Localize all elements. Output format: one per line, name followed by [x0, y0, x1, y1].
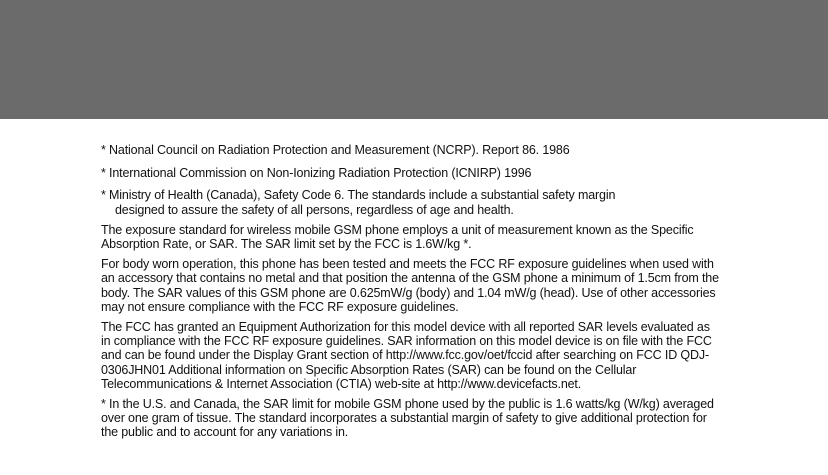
header-band	[0, 0, 828, 119]
reference-text: National Council on Radiation Protection and Measurement (NCRP). Report 86. 1986	[109, 143, 570, 157]
sar-intro-paragraph: The exposure standard for wireless mobile GSM phone employs a unit of measurement known as the Specific Absorption Rate, or SAR. The SAR limit set by the FCC is 1.6W/kg *.	[101, 222, 694, 252]
reference-icnirp	[101, 166, 721, 180]
reference-marker: *	[101, 188, 106, 203]
document-body	[101, 143, 721, 446]
reference-text-line2: designed to assure the safety of all persons, regardless of age and health.	[115, 202, 514, 217]
reference-marker: *	[101, 143, 106, 157]
fcc-grant-paragraph: The FCC has granted an Equipment Authorization for this model device with all reported SAR levels evaluated as in compliance with the FCC RF exposure guidelines. SAR information on this model device is on file with the FCC and can be found under the Display Grant section of http://www.fcc.gov/oet/fccid after searching on FCC ID QDJ-0306JHN01 Additional information on Specific Absorption Rates (SAR) can be found on the Cellular Telecommunications & Internet Association (CTIA) web-site at http://www.devicefacts.net.	[101, 320, 712, 391]
us-canada-paragraph: * In the U.S. and Canada, the SAR limit for mobile GSM phone used by the public is 1.6 watts/kg (W/kg) averaged over one gram of tissue. The standard incorporates a substantial margin of safety to give additional protection for the public and to account for any variations in.	[101, 397, 714, 440]
reference-text-line1: Ministry of Health (Canada), Safety Code 6. The standards include a substantial safety margin	[109, 188, 616, 203]
reference-health-canada	[101, 188, 721, 216]
reference-ncrp	[101, 143, 721, 157]
reference-marker: *	[101, 165, 106, 180]
reference-text: International Commission on Non-Ionizing Radiation Protection (ICNIRP) 1996	[109, 165, 532, 180]
body-worn-paragraph: For body worn operation, this phone has been tested and meets the FCC RF exposure guidelines when used with an accessory that contains no metal and that position the antenna of the GSM phone a minimum of 1.5cm from the body. The SAR values of this GSM phone are 0.625mW/g (body) and 1.04 mW/g (head). Use of other accessories may not ensure compliance with the FCC RF exposure guidelines.	[101, 257, 719, 314]
